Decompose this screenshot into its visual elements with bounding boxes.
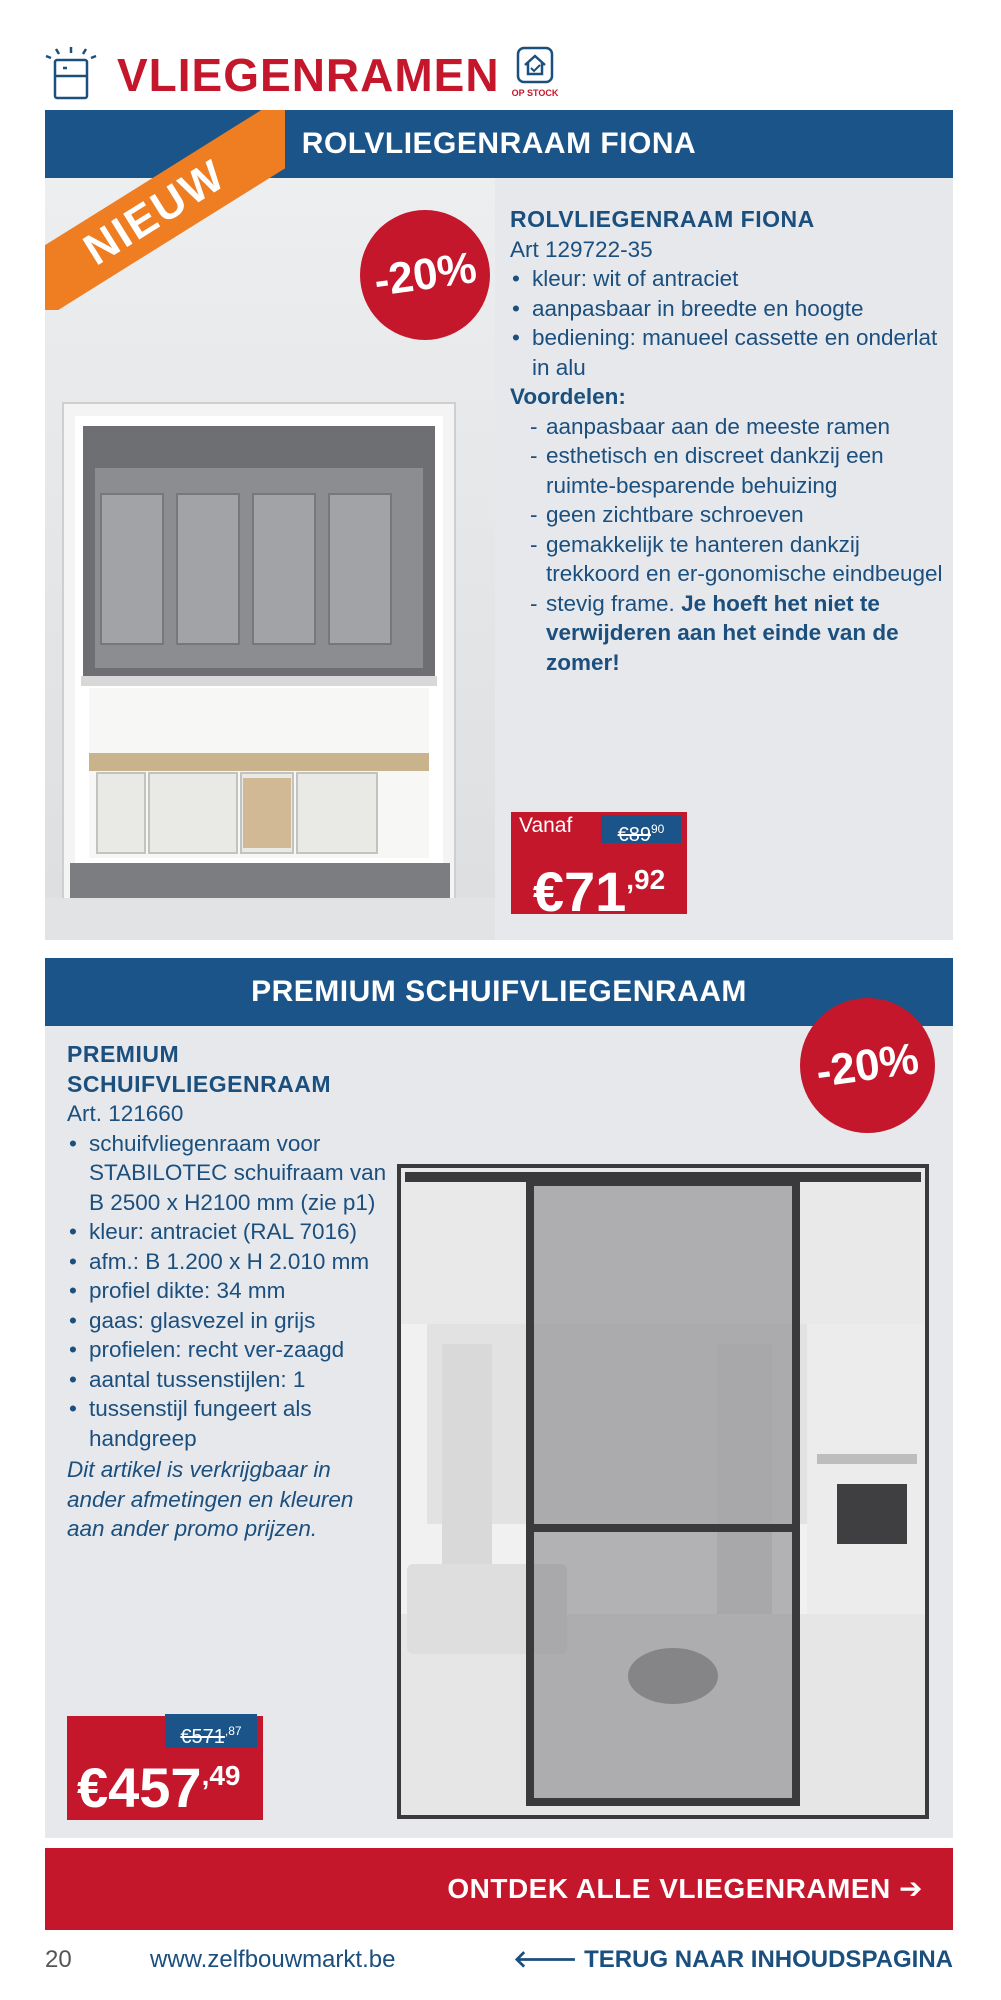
schuif-description bbox=[67, 1040, 387, 1544]
new-ribbon-label: NIEUW bbox=[45, 110, 285, 310]
list-item: • tussenstijl fungeert als handgreep bbox=[67, 1394, 387, 1453]
advantages-list bbox=[510, 412, 950, 678]
new-price-main: €71 bbox=[532, 860, 627, 923]
product-schuif-section bbox=[45, 958, 953, 1838]
list-item: • kleur: antraciet (RAL 7016) bbox=[67, 1217, 387, 1247]
list-item: • aanpasbaar in breedte en hoogte bbox=[510, 294, 950, 324]
page-title: VLIEGENRAMEN bbox=[117, 49, 500, 101]
list-item: • kleur: wit of antraciet bbox=[510, 264, 950, 294]
list-item: - gemakkelijk te hanteren dankzij trekkoord en er-gonomische eindbeugel bbox=[530, 530, 950, 589]
discount-label: -20% bbox=[813, 1034, 922, 1097]
old-price-cents: ,87 bbox=[224, 1724, 242, 1738]
fiona-description bbox=[510, 205, 950, 677]
window-icon bbox=[45, 46, 97, 102]
list-item: - geen zichtbare schroeven bbox=[530, 500, 950, 530]
old-price-main: €571 bbox=[180, 1726, 225, 1748]
list-item: - esthetisch en discreet dankzij een ruimte-besparende behuizing bbox=[530, 441, 950, 500]
product-name: PREMIUM SCHUIFVLIEGENRAAM bbox=[67, 1041, 332, 1097]
website-link[interactable]: www.zelfbouwmarkt.be bbox=[150, 1946, 396, 1973]
stock-house-icon bbox=[515, 45, 555, 85]
new-price-cents: ,49 bbox=[201, 1760, 241, 1791]
discount-label: -20% bbox=[370, 243, 480, 306]
product-fiona-banner: ROLVLIEGENRAAM FIONA bbox=[45, 110, 953, 178]
price-prefix: Vanaf bbox=[519, 814, 573, 837]
list-item: • schuifvliegenraam voor STABILOTEC schuifraam van B 2500 x H2100 mm (zie p1) bbox=[67, 1129, 387, 1218]
page-number: 20 bbox=[45, 1946, 72, 1973]
list-item: • aantal tussenstijlen: 1 bbox=[67, 1365, 387, 1395]
old-price bbox=[601, 815, 681, 846]
feature-list bbox=[67, 1129, 387, 1454]
product-name: ROLVLIEGENRAAM FIONA bbox=[510, 206, 815, 232]
back-to-contents-link[interactable]: 🡐 TERUG NAAR INHOUDSPAGINA bbox=[513, 1946, 953, 1973]
list-item: • profielen: recht ver-zaagd bbox=[67, 1335, 387, 1365]
availability-note: Dit artikel is verkrijgbaar in ander afmetingen en kleuren aan ander promo prijzen. bbox=[67, 1457, 354, 1541]
old-price-strip bbox=[511, 812, 687, 846]
advantages-title: Voordelen: bbox=[510, 384, 626, 409]
new-price-cents: ,92 bbox=[626, 864, 666, 895]
advantage-highlight: Je hoeft het niet te verwijderen aan het einde van de zomer! bbox=[546, 590, 899, 675]
discount-badge bbox=[800, 998, 935, 1133]
new-price-main: €457 bbox=[77, 1756, 202, 1819]
feature-list bbox=[510, 264, 950, 382]
new-price bbox=[511, 846, 687, 923]
page-footer bbox=[45, 1940, 953, 1980]
op-stock-badge bbox=[505, 45, 565, 105]
new-ribbon bbox=[45, 110, 285, 310]
article-number: Art. 121660 bbox=[67, 1101, 184, 1126]
list-item: • afm.: B 1.200 x H 2.010 mm bbox=[67, 1247, 387, 1277]
discount-badge bbox=[360, 210, 490, 340]
schuif-product-photo bbox=[397, 1164, 929, 1819]
product-fiona-section bbox=[45, 110, 953, 940]
op-stock-label: OP STOCK bbox=[511, 88, 559, 98]
advantage-plain: stevig frame. bbox=[546, 590, 675, 616]
discover-all-button[interactable]: ONTDEK ALLE VLIEGENRAMEN ➔ bbox=[45, 1848, 953, 1930]
list-item: • profiel dikte: 34 mm bbox=[67, 1276, 387, 1306]
list-item: • bediening: manueel cassette en onderlat in alu bbox=[510, 323, 950, 382]
old-price-cents: 90 bbox=[651, 822, 665, 836]
list-item: • gaas: glasvezel in grijs bbox=[67, 1306, 387, 1336]
list-item bbox=[530, 589, 950, 678]
schuif-price-tag bbox=[67, 1714, 263, 1820]
page-header bbox=[45, 40, 565, 110]
product-schuif-banner: PREMIUM SCHUIFVLIEGENRAAM bbox=[45, 958, 953, 1026]
list-item: - aanpasbaar aan de meeste ramen bbox=[530, 412, 950, 442]
fiona-price-tag bbox=[511, 812, 687, 923]
old-price bbox=[165, 1714, 257, 1748]
article-number: Art 129722-35 bbox=[510, 236, 653, 262]
old-price-main: €89 bbox=[617, 824, 651, 846]
